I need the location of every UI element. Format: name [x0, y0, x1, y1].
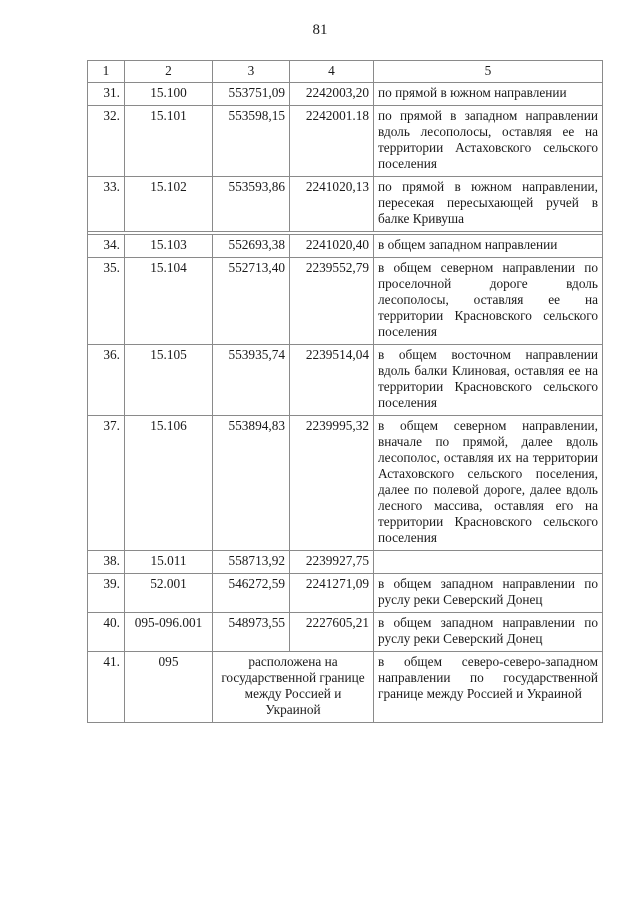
- point-id: 15.104: [125, 258, 213, 345]
- row-number: 39.: [88, 574, 125, 613]
- point-id: 15.106: [125, 416, 213, 551]
- row-number: 35.: [88, 258, 125, 345]
- point-id: 095: [125, 652, 213, 723]
- boundary-description: по прямой в западном направлении вдоль лесополосы, оставляя ее на территории Астаховского сельского поселения: [374, 106, 603, 177]
- row-number: 32.: [88, 106, 125, 177]
- coord-y: 2239552,79: [290, 258, 374, 345]
- boundary-description: в общем западном направлении: [374, 235, 603, 258]
- coord-y: 2239927,75: [290, 551, 374, 574]
- coord-x: 552693,38: [213, 235, 290, 258]
- coord-x: 548973,55: [213, 613, 290, 652]
- coord-y: 2242001.18: [290, 106, 374, 177]
- table-row: [88, 106, 603, 177]
- row-number: 41.: [88, 652, 125, 723]
- coord-y: 2239514,04: [290, 345, 374, 416]
- boundary-description: [374, 551, 603, 574]
- coord-x: 552713,40: [213, 258, 290, 345]
- boundary-description: в общем западном направлении по руслу реки Северский Донец: [374, 613, 603, 652]
- boundary-description: в общем северном направлении по проселочной дороге вдоль лесополосы, оставляя ее на территории Красновского сельского поселения: [374, 258, 603, 345]
- coord-y: 2239995,32: [290, 416, 374, 551]
- table-row: [88, 416, 603, 551]
- boundary-table: [87, 60, 603, 723]
- coord-x: 553751,09: [213, 83, 290, 106]
- point-id: 15.101: [125, 106, 213, 177]
- row-number: 36.: [88, 345, 125, 416]
- row-number: 37.: [88, 416, 125, 551]
- coord-y: 2242003,20: [290, 83, 374, 106]
- point-id: 15.103: [125, 235, 213, 258]
- boundary-description: в общем восточном направлении вдоль балки Клиновая, оставляя ее на территории Красновского сельского поселения: [374, 345, 603, 416]
- coord-y: 2227605,21: [290, 613, 374, 652]
- coord-y: 2241271,09: [290, 574, 374, 613]
- header-cell: 4: [290, 61, 374, 83]
- header-cell: 1: [88, 61, 125, 83]
- header-cell: 2: [125, 61, 213, 83]
- row-number: 38.: [88, 551, 125, 574]
- border-location-note: расположена на государственной границе между Россией и Украиной: [213, 652, 374, 723]
- table-row: [88, 177, 603, 232]
- coord-y: 2241020,40: [290, 235, 374, 258]
- boundary-description: в общем северо-северо-западном направлении по государственной границе между Россией и Украиной: [374, 652, 603, 723]
- table-row: [88, 574, 603, 613]
- point-id: 15.011: [125, 551, 213, 574]
- row-number: 33.: [88, 177, 125, 232]
- coord-x: 553593,86: [213, 177, 290, 232]
- boundary-description: по прямой в южном направлении, пересекая пересыхающей ручей в балке Кривуша: [374, 177, 603, 232]
- point-id: 52.001: [125, 574, 213, 613]
- point-id: 15.100: [125, 83, 213, 106]
- coord-x: 553935,74: [213, 345, 290, 416]
- coord-x: 553894,83: [213, 416, 290, 551]
- point-id: 15.102: [125, 177, 213, 232]
- header-cell: 5: [374, 61, 603, 83]
- row-number: 40.: [88, 613, 125, 652]
- table-row: [88, 551, 603, 574]
- table-row: [88, 235, 603, 258]
- boundary-description: в общем западном направлении по руслу реки Северский Донец: [374, 574, 603, 613]
- row-number: 34.: [88, 235, 125, 258]
- table-header-row: [88, 61, 603, 83]
- table-row: [88, 83, 603, 106]
- point-id: 095-096.001: [125, 613, 213, 652]
- table-row: [88, 652, 603, 723]
- coord-x: 558713,92: [213, 551, 290, 574]
- boundary-description: в общем северном направлении, вначале по прямой, далее вдоль лесополос, оставляя их на территории Астаховского сельского поселения, далее по полевой дороге, далее вдоль лесного массива, оставляя его на территории Красновского сельского поселения: [374, 416, 603, 551]
- page-number: 81: [312, 22, 328, 38]
- table-row: [88, 345, 603, 416]
- table-row: [88, 258, 603, 345]
- coord-x: 546272,59: [213, 574, 290, 613]
- boundary-description: по прямой в южном направлении: [374, 83, 603, 106]
- coord-y: 2241020,13: [290, 177, 374, 232]
- point-id: 15.105: [125, 345, 213, 416]
- table-row: [88, 613, 603, 652]
- header-cell: 3: [213, 61, 290, 83]
- row-number: 31.: [88, 83, 125, 106]
- coord-x: 553598,15: [213, 106, 290, 177]
